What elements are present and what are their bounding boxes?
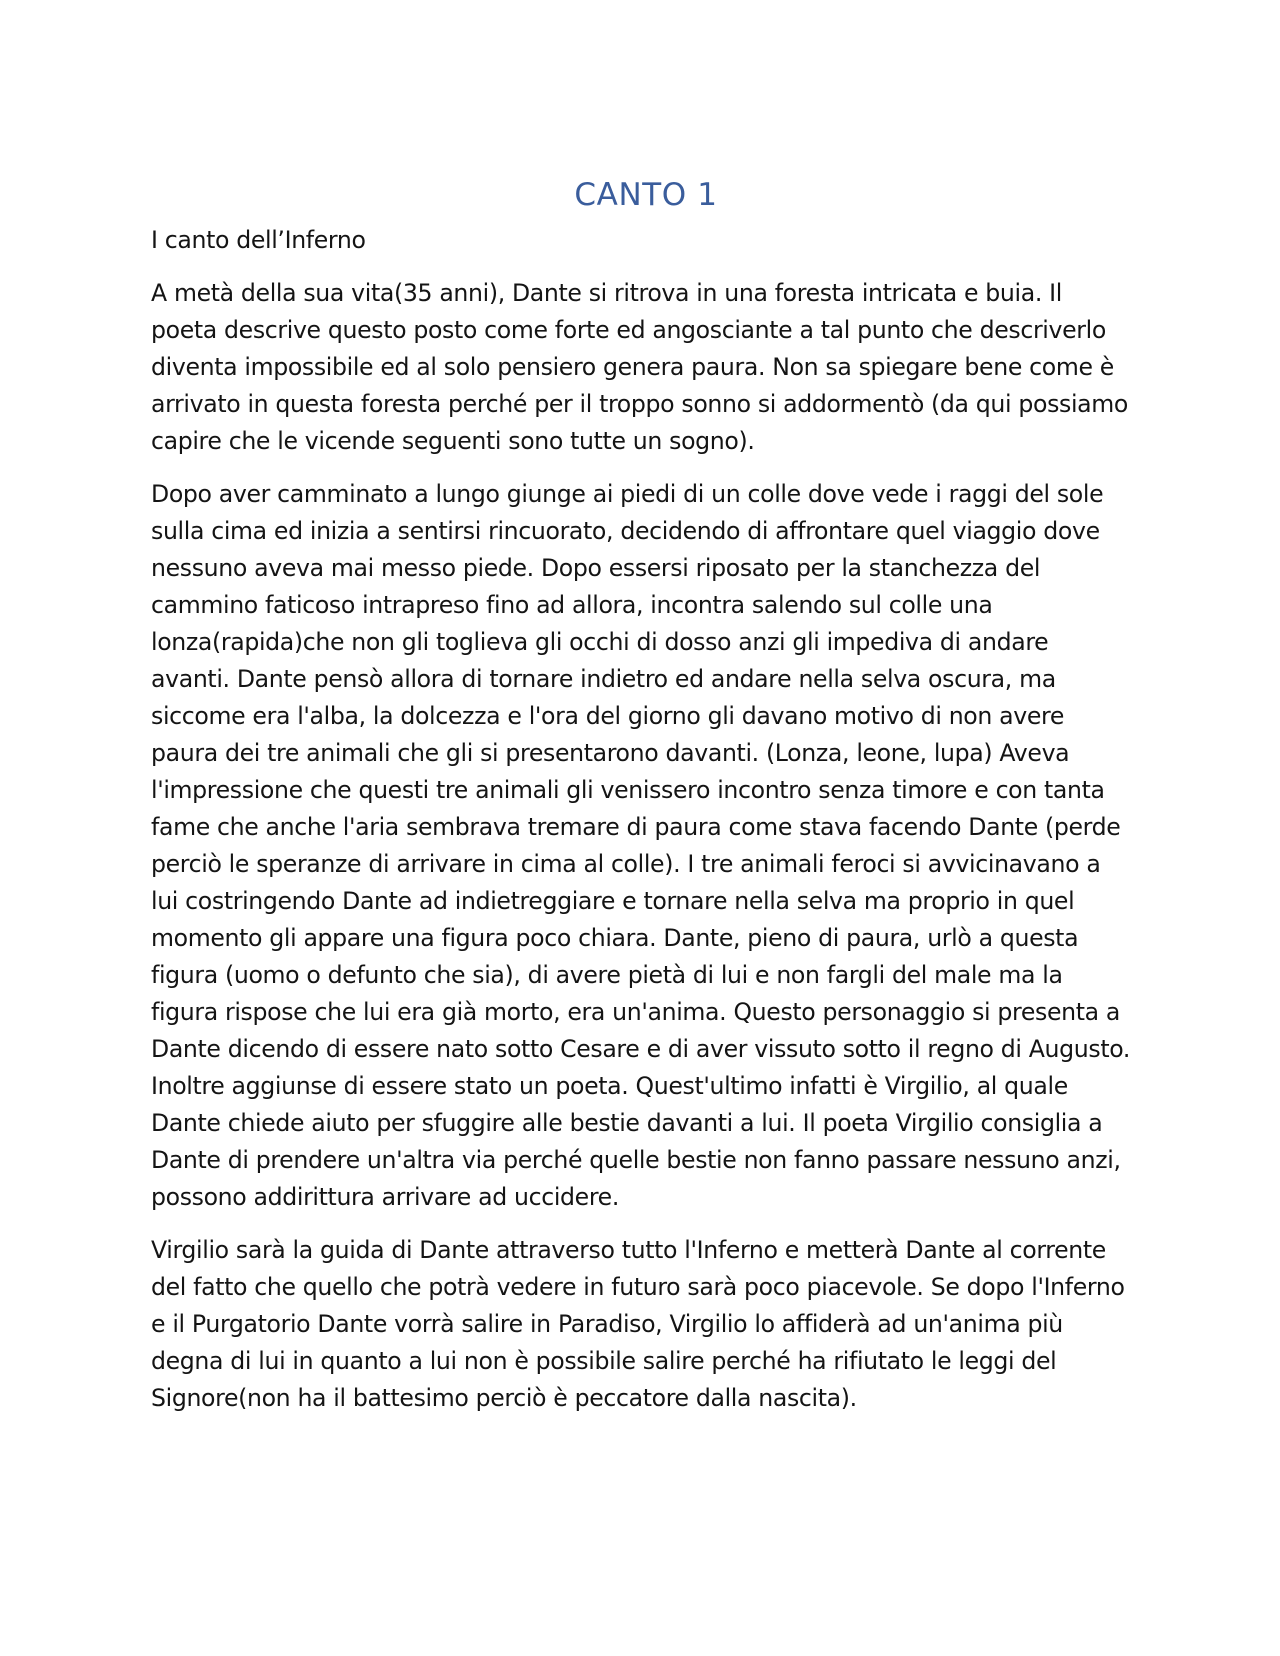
document-subtitle: I canto dell’Inferno bbox=[151, 226, 366, 254]
paragraph-2: Dopo aver camminato a lungo giunge ai piedi di un colle dove vede i raggi del sole sulla cima ed inizia a sentirsi rincuorato, decidendo di affrontare quel viaggio dove nessuno aveva mai messo piede. Dopo essersi riposato per la stanchezza del cammino faticoso intrapreso fino ad allora, incontra salendo sul colle una lonza(rapida)che non gli toglieva gli occhi di dosso anzi gli impediva di andare avanti. Dante pensò allora di tornare indietro ed andare nella selva oscura, ma siccome era l'alba, la dolcezza e l'ora del giorno gli davano motivo di non avere paura dei tre animali che gli si presentarono davanti. (Lonza, leone, lupa) Aveva l'impressione che questi tre animali gli venissero incontro senza timore e con tanta fame che anche l'aria sembrava tremare di paura come stava facendo Dante (perde perciò le speranze di arrivare in cima al colle). I tre animali feroci si avvicinavano a lui costringendo Dante ad indietreggiare e tornare nella selva ma proprio in quel momento gli appare una figura poco chiara. Dante, pieno di paura, urlò a questa figura (uomo o defunto che sia), di avere pietà di lui e non fargli del male ma la figura rispose che lui era già morto, era un'anima. Questo personaggio si presenta a Dante dicendo di essere nato sotto Cesare e di aver vissuto sotto il regno di Augusto. Inoltre aggiunse di essere stato un poeta. Quest'ultimo infatti è Virgilio, al quale Dante chiede aiuto per sfuggire alle bestie davanti a lui. Il poeta Virgilio consiglia a Dante di prendere un'altra via perché quelle bestie non fanno passare nessuno anzi, possono addirittura arrivare ad uccidere. bbox=[151, 480, 1131, 1211]
document-body bbox=[151, 168, 1131, 1433]
paragraph-1: A metà della sua vita(35 anni), Dante si ritrova in una foresta intricata e buia. Il poeta descrive questo posto come forte ed angosciante a tal punto che descriverlo diventa impossibile ed al solo pensiero genera paura. Non sa spiegare bene come è arrivato in questa foresta perché per il troppo sonno si addormentò (da qui possiamo capire che le vicende seguenti sono tutte un sogno). bbox=[151, 279, 1129, 455]
paragraph-3: Virgilio sarà la guida di Dante attraverso tutto l'Inferno e metterà Dante al corrente del fatto che quello che potrà vedere in futuro sarà poco piacevole. Se dopo l'Inferno e il Purgatorio Dante vorrà salire in Paradiso, Virgilio lo affiderà ad un'anima più degna di lui in quanto a lui non è possibile salire perché ha rifiutato le leggi del Signore(non ha il battesimo perciò è peccatore dalla nascita). bbox=[151, 1236, 1125, 1412]
document-title: CANTO 1 bbox=[574, 177, 718, 213]
